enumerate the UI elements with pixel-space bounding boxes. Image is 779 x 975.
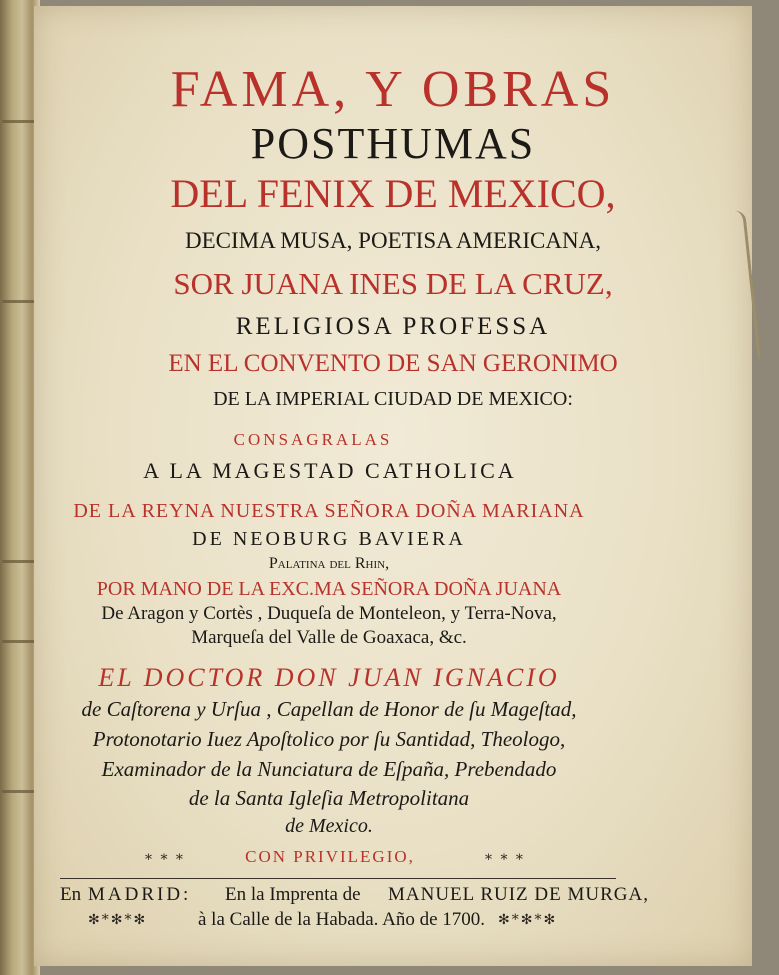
title-line-6: RELIGIOSA PROFESSA [235, 313, 551, 340]
queen-line: DE LA REYNA NUESTRA SEÑORA DOÑA MARIANA [73, 500, 585, 522]
castorena-line: de Caſtorena y Urſua , Capellan de Honor de ſu Mageſtad, [81, 697, 577, 721]
title-line-3: DEL FENIX DE MEXICO, [170, 171, 616, 216]
examinador-line: Examinador de la Nunciatura de Eſpaña, Prebendado [101, 757, 557, 781]
mexico-line: de Mexico. [285, 815, 373, 837]
marquesa-line: Marqueſa del Valle de Goaxaca, &c. [191, 627, 467, 648]
ornament-stars-left: * * * [145, 852, 185, 868]
title-line-2: POSTHUMAS [250, 119, 536, 168]
imprint-en: En [60, 884, 82, 905]
imprint-address: à la Calle de la Habada. Año de 1700. [198, 909, 486, 930]
imprint-madrid: MADRID: [88, 884, 192, 905]
iglesia-line: de la Santa Igleſia Metropolitana [188, 786, 470, 810]
dedication-line: CONSAGRALAS [233, 430, 393, 449]
fleuron-left: ✻*✻*✻ [88, 912, 148, 928]
aragon-line: De Aragon y Cortès , Duqueſa de Monteleon, y Terra-Nova, [101, 603, 557, 624]
imprint-rule [60, 878, 616, 879]
fleuron-right: ✻*✻*✻ [498, 912, 558, 928]
title-line-8: DE LA IMPERIAL CIUDAD DE MEXICO: [213, 388, 573, 410]
neoburg-line: DE NEOBURG BAVIERA [192, 528, 466, 550]
exc-line: POR MANO DE LA EXC.MA SEÑORA DOÑA JUANA [96, 578, 562, 600]
imprint-imprenta: En la Imprenta de [225, 884, 361, 905]
imprint-printer: MANUEL RUIZ DE MURGA, [388, 884, 649, 905]
title-line-4: DECIMA MUSA, POETISA AMERICANA, [185, 228, 601, 253]
majesty-line: A LA MAGESTAD CATHOLICA [143, 458, 517, 483]
title-line-7: EN EL CONVENTO DE SAN GERONIMO [168, 350, 618, 377]
ornament-stars-right: * * * [485, 852, 525, 868]
title-line-5: SOR JUANA INES DE LA CRUZ, [173, 266, 613, 301]
author-line: EL DOCTOR DON JUAN IGNACIO [98, 663, 560, 692]
palatina-line: Palatina del Rhin, [268, 555, 390, 572]
protonotario-line: Protonotario Iuez Apoſtolico por ſu Santidad, Theologo, [92, 727, 566, 751]
privilegio-line: CON PRIVILEGIO, [245, 847, 415, 866]
title-line-1: FAMA, Y OBRAS [170, 61, 616, 118]
